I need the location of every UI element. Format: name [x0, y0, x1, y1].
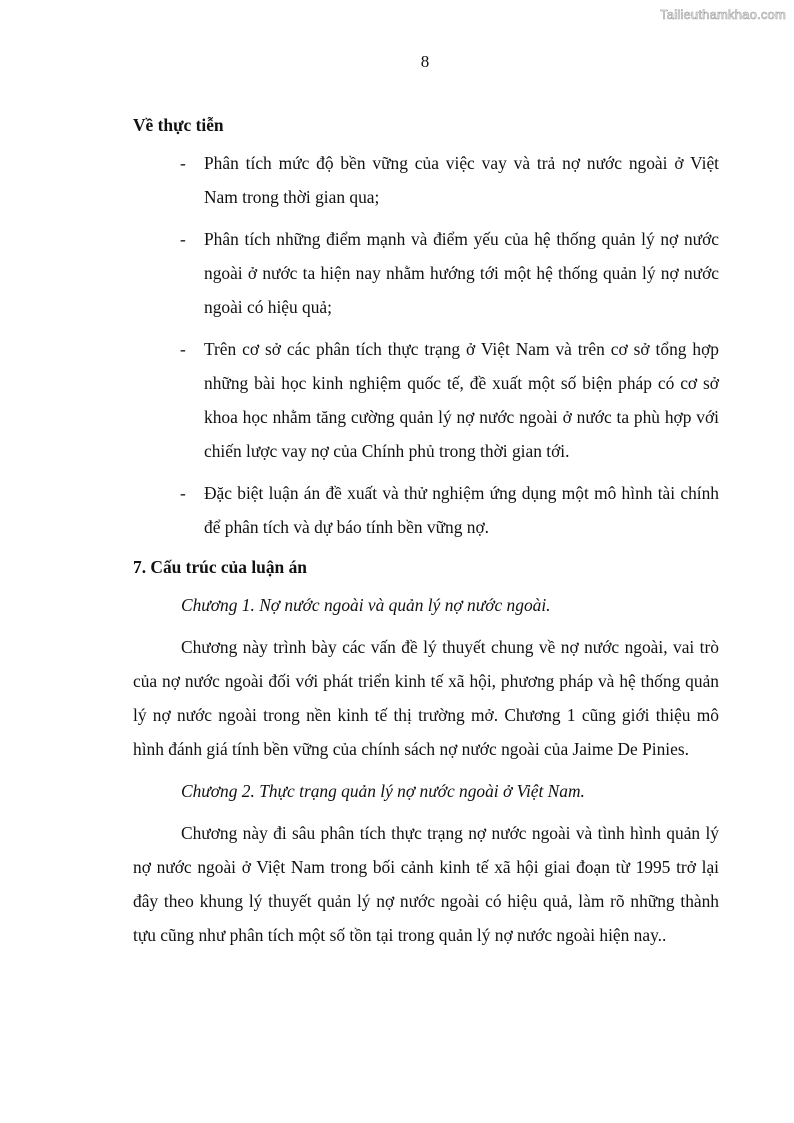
- chapter-2-title: Chương 2. Thực trạng quản lý nợ nước ngoài ở Việt Nam.: [181, 781, 585, 801]
- list-item-text: Đặc biệt luận án đề xuất và thử nghiệm ứng dụng một mô hình tài chính để phân tích và dự báo tính bền vững nợ.: [204, 483, 719, 537]
- practical-bullet-list: [133, 146, 719, 544]
- list-item: [133, 222, 719, 324]
- dash-marker: -: [180, 339, 186, 359]
- chapter-1-paragraph: Chương này trình bày các vấn đề lý thuyết chung về nợ nước ngoài, vai trò của nợ nước ngoài đối với phát triển kinh tế xã hội, phương pháp và hệ thống quản lý nợ nước ngoài trong nền kinh tế thị trường mở. Chương 1 cũng giới thiệu mô hình đánh giá tính bền vững của chính sách nợ nước ngoài của Jaime De Pinies.: [133, 637, 719, 759]
- chapter-1-title: Chương 1. Nợ nước ngoài và quản lý nợ nước ngoài.: [181, 595, 551, 615]
- list-item-text: Phân tích những điểm mạnh và điểm yếu của hệ thống quản lý nợ nước ngoài ở nước ta hiện nay nhằm hướng tới một hệ thống quản lý nợ nước ngoài có hiệu quả;: [204, 229, 719, 317]
- document-body: [133, 110, 719, 960]
- dash-marker: -: [180, 153, 186, 173]
- dash-marker: -: [180, 483, 186, 503]
- dash-marker: -: [180, 229, 186, 249]
- page-number: 8: [420, 52, 430, 71]
- list-item-text: Trên cơ sở các phân tích thực trạng ở Việt Nam và trên cơ sở tổng hợp những bài học kinh nghiệm quốc tế, đề xuất một số biện pháp có cơ sở khoa học nhằm tăng cường quản lý nợ nước ngoài ở nước ta phù hợp với chiến lược vay nợ của Chính phủ trong thời gian tới.: [204, 339, 719, 461]
- section-heading-practical: Về thực tiễn: [133, 115, 224, 135]
- list-item: [133, 146, 719, 214]
- list-item: [133, 332, 719, 468]
- list-item-text: Phân tích mức độ bền vững của việc vay và trả nợ nước ngoài ở Việt Nam trong thời gian qua;: [204, 153, 719, 207]
- watermark: Tailieuthamkhao.com: [660, 7, 786, 22]
- section-heading-structure: 7. Cấu trúc của luận án: [133, 557, 307, 577]
- list-item: [133, 476, 719, 544]
- chapter-2-paragraph: Chương này đi sâu phân tích thực trạng nợ nước ngoài và tình hình quản lý nợ nước ngoài ở Việt Nam trong bối cảnh kinh tế xã hội giai đoạn từ 1995 trở lại đây theo khung lý thuyết quản lý nợ nước ngoài có hiệu quả, làm rõ những thành tựu cũng như phân tích một số tồn tại trong quản lý nợ nước ngoài hiện nay..: [133, 823, 719, 945]
